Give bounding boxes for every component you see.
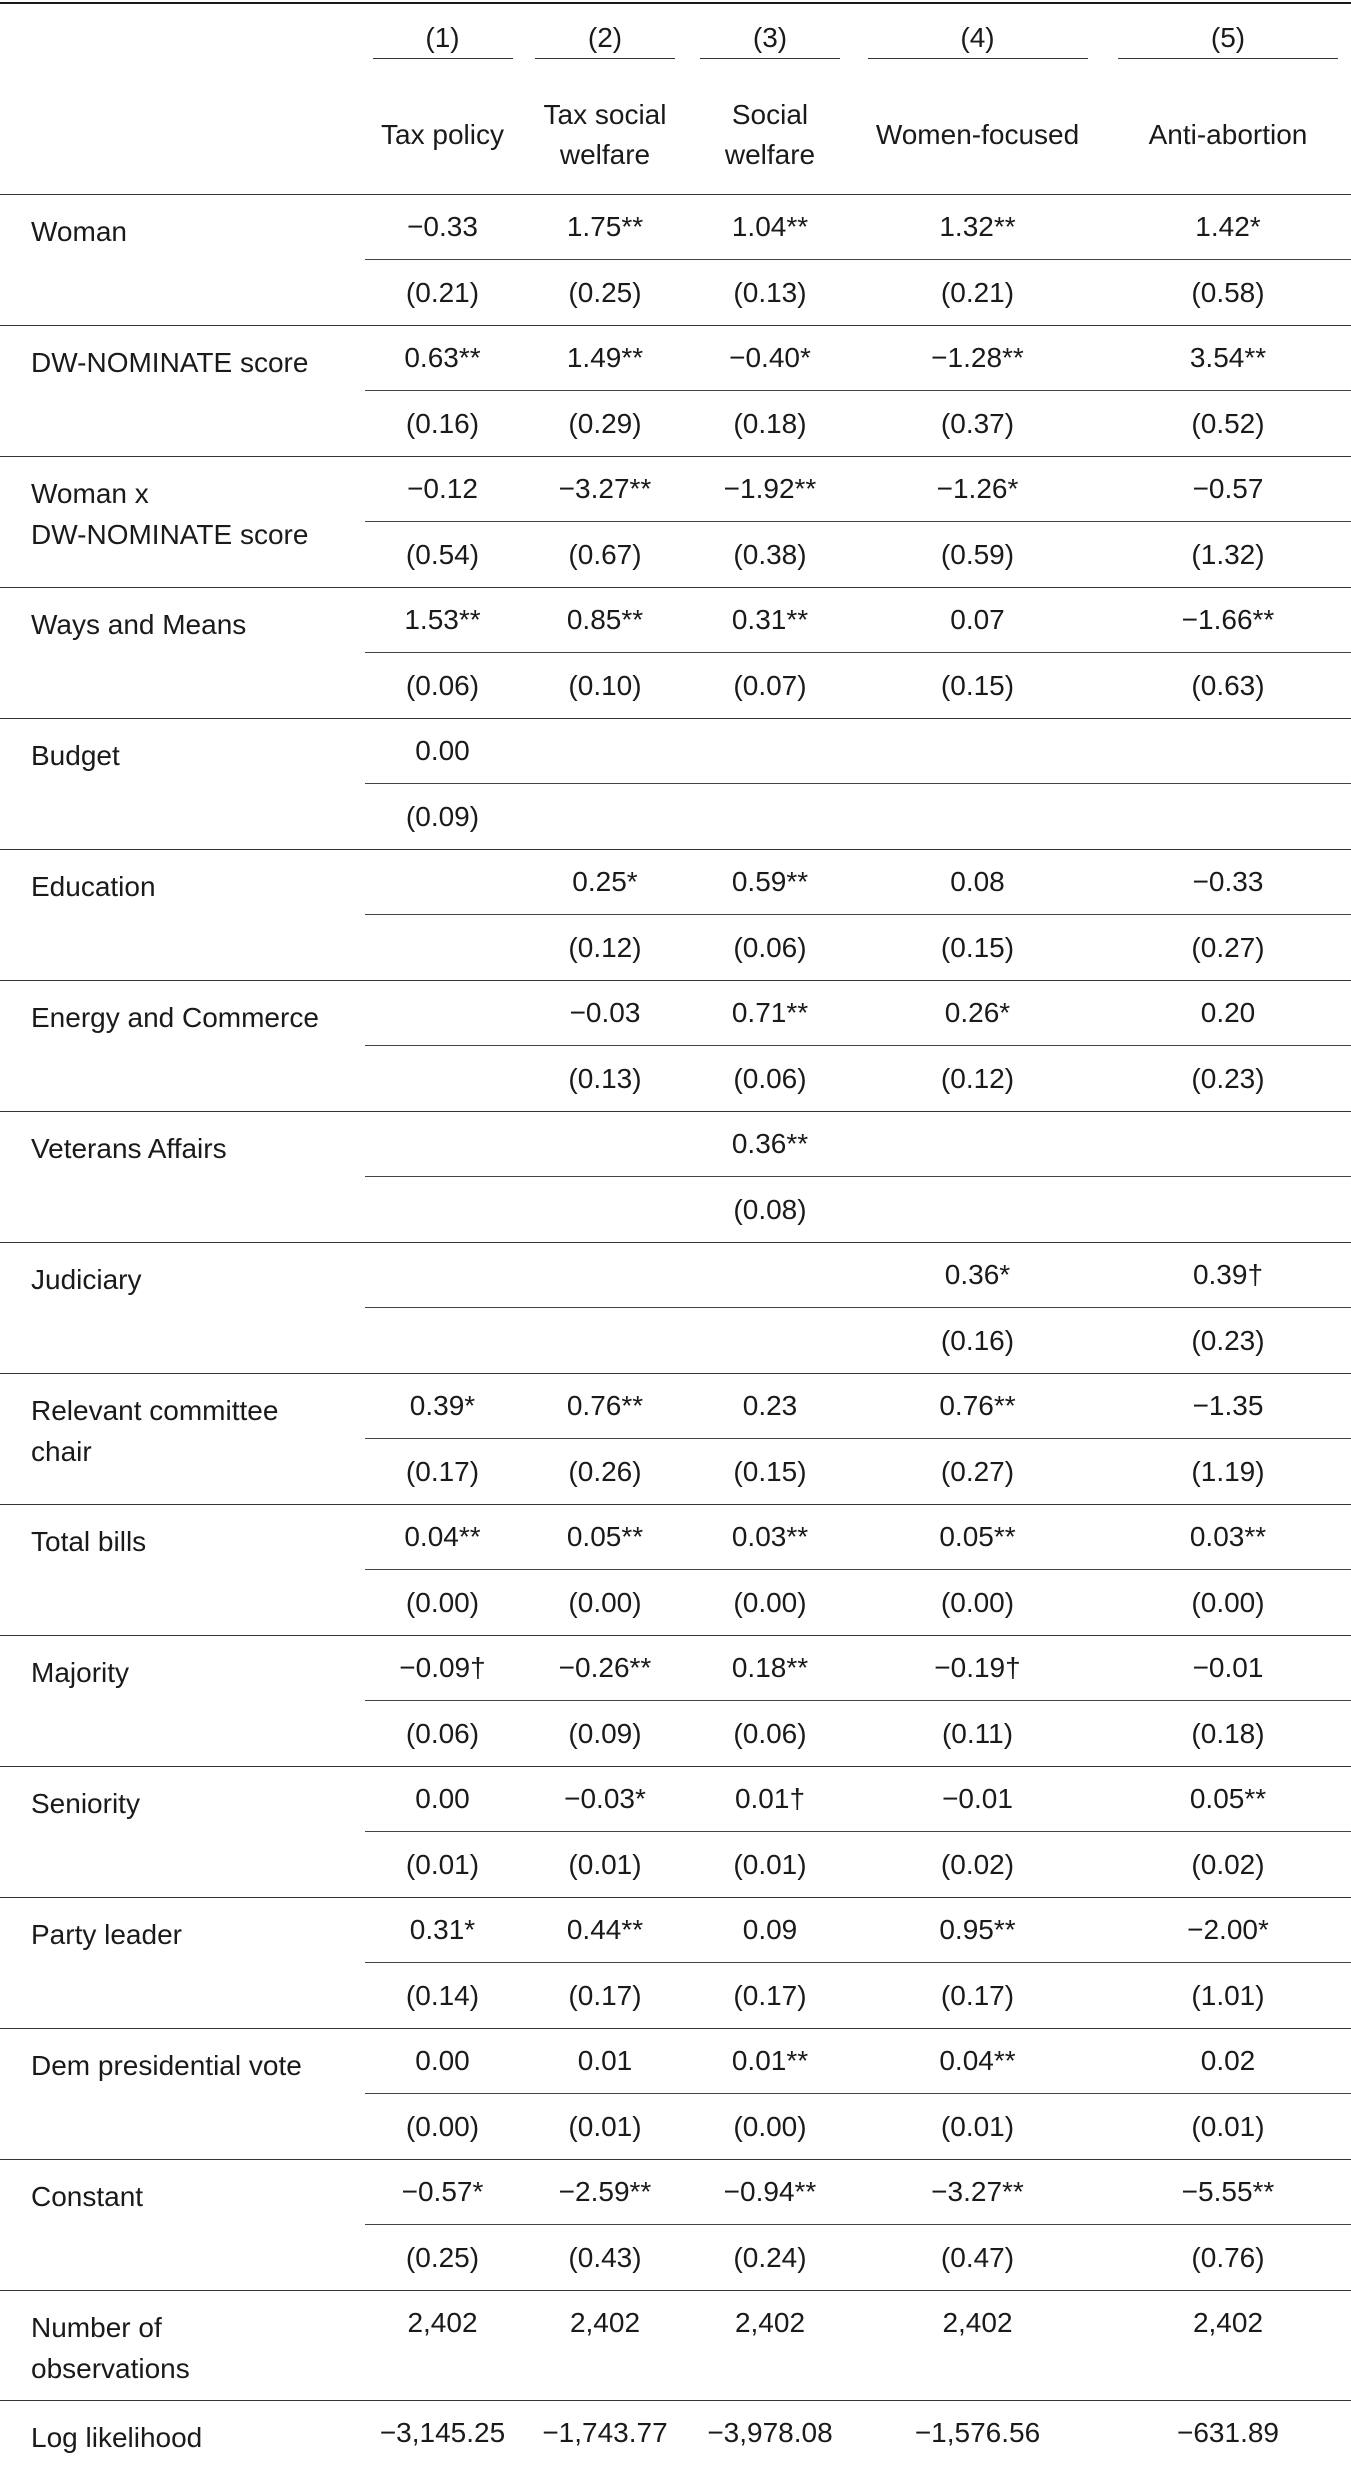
std-error-cell: (0.01) — [520, 1832, 690, 1898]
table-row — [0, 457, 1351, 522]
coefficient-cell: 0.59** — [690, 850, 850, 915]
std-error-cell: (0.16) — [850, 1308, 1105, 1374]
row-label-line: Woman x — [31, 478, 149, 509]
std-error-cell — [1105, 1177, 1351, 1243]
coefficient-cell: −0.03* — [520, 1767, 690, 1832]
footer-label — [0, 2401, 365, 2467]
std-error-cell: (0.25) — [520, 260, 690, 326]
std-error-cell: (0.13) — [520, 1046, 690, 1112]
std-error-cell: (0.01) — [1105, 2094, 1351, 2160]
coefficient-cell: 0.04** — [365, 1505, 520, 1570]
coefficient-cell: 0.31* — [365, 1898, 520, 1963]
row-label-line: Party leader — [31, 1919, 182, 1950]
coefficient-cell: 0.08 — [850, 850, 1105, 915]
column-number — [1105, 3, 1351, 76]
coefficient-cell: 0.85** — [520, 588, 690, 653]
column-number-text: (5) — [1118, 22, 1338, 59]
column-label-line: Tax policy — [381, 119, 504, 150]
table-row — [0, 719, 1351, 784]
coefficient-cell: 0.09 — [690, 1898, 850, 1963]
coefficient-cell: 0.63** — [365, 326, 520, 391]
coefficient-cell: 0.01 — [520, 2029, 690, 2094]
std-error-cell: (0.76) — [1105, 2225, 1351, 2291]
table-row — [0, 326, 1351, 391]
coefficient-cell: 0.01** — [690, 2029, 850, 2094]
row-label-line: Seniority — [31, 1788, 140, 1819]
std-error-cell: (0.17) — [690, 1963, 850, 2029]
header-corner-blank — [0, 76, 365, 195]
column-label — [850, 76, 1105, 195]
std-error-cell — [1105, 784, 1351, 850]
footer-row — [0, 2401, 1351, 2467]
header-row-labels — [0, 76, 1351, 195]
table-row — [0, 195, 1351, 260]
row-label-line: Veterans Affairs — [31, 1133, 227, 1164]
footer-label-line: Log likelihood — [31, 2422, 203, 2453]
std-error-cell — [520, 784, 690, 850]
coefficient-cell: 1.49** — [520, 326, 690, 391]
coefficient-cell: −3.27** — [520, 457, 690, 522]
coefficient-cell — [365, 1243, 520, 1308]
row-label-line: Judiciary — [31, 1264, 142, 1295]
std-error-cell: (1.19) — [1105, 1439, 1351, 1505]
row-label — [0, 457, 365, 588]
std-error-cell: (1.32) — [1105, 522, 1351, 588]
std-error-cell: (0.29) — [520, 391, 690, 457]
coefficient-cell: 1.32** — [850, 195, 1105, 260]
column-label-line: Tax social — [543, 99, 667, 130]
row-label — [0, 981, 365, 1112]
coefficient-cell — [520, 719, 690, 784]
table-row — [0, 1374, 1351, 1439]
std-error-cell: (0.09) — [520, 1701, 690, 1767]
std-error-cell — [365, 1308, 520, 1374]
table-row — [0, 1898, 1351, 1963]
coefficient-cell — [520, 1112, 690, 1177]
std-error-cell: (0.06) — [365, 653, 520, 719]
footer-value: −3,145.25 — [365, 2401, 520, 2467]
std-error-cell: (0.21) — [850, 260, 1105, 326]
column-number — [520, 3, 690, 76]
coefficient-cell: 0.76** — [850, 1374, 1105, 1439]
row-label-line: Ways and Means — [31, 609, 247, 640]
table-row — [0, 1243, 1351, 1308]
table-row — [0, 2160, 1351, 2225]
coefficient-cell: 0.23 — [690, 1374, 850, 1439]
coefficient-cell: 0.95** — [850, 1898, 1105, 1963]
coefficient-cell: 0.36** — [690, 1112, 850, 1177]
row-label-line: Majority — [31, 1657, 130, 1688]
column-label — [690, 76, 850, 195]
std-error-cell: (0.26) — [520, 1439, 690, 1505]
coefficient-cell: −0.57 — [1105, 457, 1351, 522]
regression-table — [0, 2, 1351, 2467]
std-error-cell: (0.00) — [690, 1570, 850, 1636]
column-number — [365, 3, 520, 76]
std-error-cell — [520, 1177, 690, 1243]
std-error-cell — [850, 784, 1105, 850]
row-label-line: Education — [31, 871, 156, 902]
row-label-line: DW-NOMINATE score — [31, 347, 309, 378]
std-error-cell: (0.18) — [690, 391, 850, 457]
std-error-cell: (0.01) — [520, 2094, 690, 2160]
row-label — [0, 195, 365, 326]
coefficient-cell: 0.18** — [690, 1636, 850, 1701]
row-label — [0, 588, 365, 719]
row-label-line: Total bills — [31, 1526, 147, 1557]
std-error-cell — [690, 1308, 850, 1374]
coefficient-cell — [1105, 719, 1351, 784]
footer-value: −1,743.77 — [520, 2401, 690, 2467]
coefficient-cell: −0.33 — [1105, 850, 1351, 915]
coefficient-cell: −0.12 — [365, 457, 520, 522]
std-error-cell: (0.43) — [520, 2225, 690, 2291]
std-error-cell: (0.15) — [850, 915, 1105, 981]
std-error-cell: (0.14) — [365, 1963, 520, 2029]
std-error-cell: (0.58) — [1105, 260, 1351, 326]
table-row — [0, 981, 1351, 1046]
std-error-cell: (0.21) — [365, 260, 520, 326]
std-error-cell: (0.37) — [850, 391, 1105, 457]
std-error-cell — [850, 1177, 1105, 1243]
table-row — [0, 850, 1351, 915]
footer-value: 2,402 — [1105, 2291, 1351, 2401]
row-label-line: Budget — [31, 740, 120, 771]
std-error-cell: (1.01) — [1105, 1963, 1351, 2029]
std-error-cell — [520, 1308, 690, 1374]
coefficient-cell: −5.55** — [1105, 2160, 1351, 2225]
coefficient-cell: 0.00 — [365, 719, 520, 784]
coefficient-cell: −0.94** — [690, 2160, 850, 2225]
table-row — [0, 1112, 1351, 1177]
std-error-cell: (0.24) — [690, 2225, 850, 2291]
footer-label-line: Number of — [31, 2312, 162, 2343]
footer-row — [0, 2291, 1351, 2401]
std-error-cell: (0.23) — [1105, 1046, 1351, 1112]
coefficient-cell: 1.75** — [520, 195, 690, 260]
coefficient-cell — [690, 1243, 850, 1308]
std-error-cell: (0.38) — [690, 522, 850, 588]
std-error-cell: (0.27) — [850, 1439, 1105, 1505]
row-label — [0, 1505, 365, 1636]
coefficient-cell — [850, 1112, 1105, 1177]
std-error-cell — [690, 784, 850, 850]
footer-value: −631.89 — [1105, 2401, 1351, 2467]
coefficient-cell: 0.07 — [850, 588, 1105, 653]
std-error-cell: (0.09) — [365, 784, 520, 850]
std-error-cell: (0.15) — [850, 653, 1105, 719]
coefficient-cell: 0.00 — [365, 2029, 520, 2094]
std-error-cell: (0.17) — [850, 1963, 1105, 2029]
row-label — [0, 2029, 365, 2160]
std-error-cell: (0.13) — [690, 260, 850, 326]
std-error-cell: (0.54) — [365, 522, 520, 588]
std-error-cell: (0.17) — [365, 1439, 520, 1505]
column-label — [1105, 76, 1351, 195]
std-error-cell: (0.06) — [690, 1046, 850, 1112]
coefficient-cell: 0.71** — [690, 981, 850, 1046]
std-error-cell: (0.01) — [690, 1832, 850, 1898]
std-error-cell: (0.12) — [520, 915, 690, 981]
coefficient-cell: −1.66** — [1105, 588, 1351, 653]
coefficient-cell: 0.00 — [365, 1767, 520, 1832]
row-label — [0, 1636, 365, 1767]
coefficient-cell: 0.20 — [1105, 981, 1351, 1046]
coefficient-cell: 0.39* — [365, 1374, 520, 1439]
std-error-cell: (0.25) — [365, 2225, 520, 2291]
std-error-cell: (0.00) — [520, 1570, 690, 1636]
coefficient-cell: −1.28** — [850, 326, 1105, 391]
std-error-cell: (0.02) — [1105, 1832, 1351, 1898]
coefficient-cell — [365, 981, 520, 1046]
footer-value: 2,402 — [365, 2291, 520, 2401]
coefficient-cell — [365, 850, 520, 915]
column-label — [520, 76, 690, 195]
std-error-cell — [365, 915, 520, 981]
coefficient-cell: 0.02 — [1105, 2029, 1351, 2094]
column-number-text: (3) — [700, 22, 840, 59]
std-error-cell: (0.27) — [1105, 915, 1351, 981]
std-error-cell: (0.00) — [365, 2094, 520, 2160]
coefficient-cell: −0.01 — [850, 1767, 1105, 1832]
std-error-cell: (0.15) — [690, 1439, 850, 1505]
coefficient-cell: −0.19† — [850, 1636, 1105, 1701]
coefficient-cell — [850, 719, 1105, 784]
std-error-cell: (0.10) — [520, 653, 690, 719]
column-label-line: welfare — [724, 139, 816, 170]
table-row — [0, 2029, 1351, 2094]
row-label-line: Dem presidential vote — [31, 2050, 302, 2081]
coefficient-cell: 0.25* — [520, 850, 690, 915]
coefficient-cell: 0.01† — [690, 1767, 850, 1832]
std-error-cell: (0.06) — [365, 1701, 520, 1767]
std-error-cell: (0.52) — [1105, 391, 1351, 457]
std-error-cell: (0.63) — [1105, 653, 1351, 719]
coefficient-cell: 0.39† — [1105, 1243, 1351, 1308]
std-error-cell: (0.00) — [1105, 1570, 1351, 1636]
footer-label-line: observations — [31, 2353, 190, 2384]
row-label — [0, 719, 365, 850]
column-number-text: (1) — [373, 22, 513, 59]
coefficient-cell: 0.03** — [1105, 1505, 1351, 1570]
column-label-line: welfare — [559, 139, 651, 170]
coefficient-cell: −0.26** — [520, 1636, 690, 1701]
coefficient-cell: −0.40* — [690, 326, 850, 391]
row-label — [0, 326, 365, 457]
coefficient-cell: 0.36* — [850, 1243, 1105, 1308]
std-error-cell: (0.00) — [850, 1570, 1105, 1636]
row-label — [0, 1243, 365, 1374]
coefficient-cell — [1105, 1112, 1351, 1177]
coefficient-cell — [365, 1112, 520, 1177]
coefficient-cell: 0.05** — [850, 1505, 1105, 1570]
column-number-text: (2) — [535, 22, 675, 59]
coefficient-cell: 0.31** — [690, 588, 850, 653]
table-row — [0, 588, 1351, 653]
footer-value: 2,402 — [850, 2291, 1105, 2401]
std-error-cell: (0.08) — [690, 1177, 850, 1243]
coefficient-cell: −2.00* — [1105, 1898, 1351, 1963]
coefficient-cell: −0.57* — [365, 2160, 520, 2225]
column-label — [365, 76, 520, 195]
row-label — [0, 2160, 365, 2291]
footer-value: −3,978.08 — [690, 2401, 850, 2467]
column-number-text: (4) — [868, 22, 1088, 59]
coefficient-cell: 0.03** — [690, 1505, 850, 1570]
coefficient-cell: −0.33 — [365, 195, 520, 260]
coefficient-cell: −0.09† — [365, 1636, 520, 1701]
std-error-cell: (0.18) — [1105, 1701, 1351, 1767]
coefficient-cell: 0.04** — [850, 2029, 1105, 2094]
coefficient-cell: 0.05** — [520, 1505, 690, 1570]
row-label — [0, 850, 365, 981]
std-error-cell: (0.67) — [520, 522, 690, 588]
coefficient-cell: −3.27** — [850, 2160, 1105, 2225]
coefficient-cell: 0.76** — [520, 1374, 690, 1439]
header-corner — [0, 3, 365, 76]
column-label-line: Women-focused — [875, 119, 1080, 150]
std-error-cell: (0.16) — [365, 391, 520, 457]
std-error-cell: (0.02) — [850, 1832, 1105, 1898]
footer-value: 2,402 — [690, 2291, 850, 2401]
coefficient-cell: 1.53** — [365, 588, 520, 653]
std-error-cell: (0.17) — [520, 1963, 690, 2029]
coefficient-cell: 1.04** — [690, 195, 850, 260]
coefficient-cell: 0.26* — [850, 981, 1105, 1046]
std-error-cell: (0.07) — [690, 653, 850, 719]
header-row-numbers — [0, 3, 1351, 76]
row-label — [0, 1374, 365, 1505]
row-label-line: Constant — [31, 2181, 144, 2212]
column-number — [690, 3, 850, 76]
coefficient-cell: 1.42* — [1105, 195, 1351, 260]
coefficient-cell: 0.44** — [520, 1898, 690, 1963]
row-label-line: Relevant committee — [31, 1395, 279, 1426]
coefficient-cell — [690, 719, 850, 784]
std-error-cell — [365, 1046, 520, 1112]
coefficient-cell: −1.26* — [850, 457, 1105, 522]
coefficient-cell: −0.01 — [1105, 1636, 1351, 1701]
column-label-line: Anti-abortion — [1148, 119, 1308, 150]
coefficient-cell: −1.35 — [1105, 1374, 1351, 1439]
std-error-cell: (0.12) — [850, 1046, 1105, 1112]
row-label-line: Energy and Commerce — [31, 1002, 319, 1033]
std-error-cell: (0.11) — [850, 1701, 1105, 1767]
row-label — [0, 1767, 365, 1898]
table-row — [0, 1636, 1351, 1701]
coefficient-cell: 3.54** — [1105, 326, 1351, 391]
std-error-cell: (0.01) — [850, 2094, 1105, 2160]
column-number — [850, 3, 1105, 76]
coefficient-cell — [520, 1243, 690, 1308]
std-error-cell: (0.06) — [690, 915, 850, 981]
std-error-cell: (0.47) — [850, 2225, 1105, 2291]
row-label-line: chair — [31, 1436, 92, 1467]
coefficient-cell: 0.05** — [1105, 1767, 1351, 1832]
table-row — [0, 1767, 1351, 1832]
std-error-cell: (0.00) — [690, 2094, 850, 2160]
row-label — [0, 1898, 365, 2029]
coefficient-cell: −2.59** — [520, 2160, 690, 2225]
footer-label — [0, 2291, 365, 2401]
coefficient-cell: −0.03 — [520, 981, 690, 1046]
std-error-cell: (0.01) — [365, 1832, 520, 1898]
coefficient-cell: −1.92** — [690, 457, 850, 522]
table-row — [0, 1505, 1351, 1570]
footer-value: −1,576.56 — [850, 2401, 1105, 2467]
std-error-cell: (0.23) — [1105, 1308, 1351, 1374]
std-error-cell — [365, 1177, 520, 1243]
std-error-cell: (0.06) — [690, 1701, 850, 1767]
std-error-cell: (0.59) — [850, 522, 1105, 588]
std-error-cell: (0.00) — [365, 1570, 520, 1636]
row-label-line: DW-NOMINATE score — [31, 519, 309, 550]
row-label — [0, 1112, 365, 1243]
row-label-line: Woman — [31, 216, 127, 247]
footer-value: 2,402 — [520, 2291, 690, 2401]
column-label-line: Social — [731, 99, 809, 130]
